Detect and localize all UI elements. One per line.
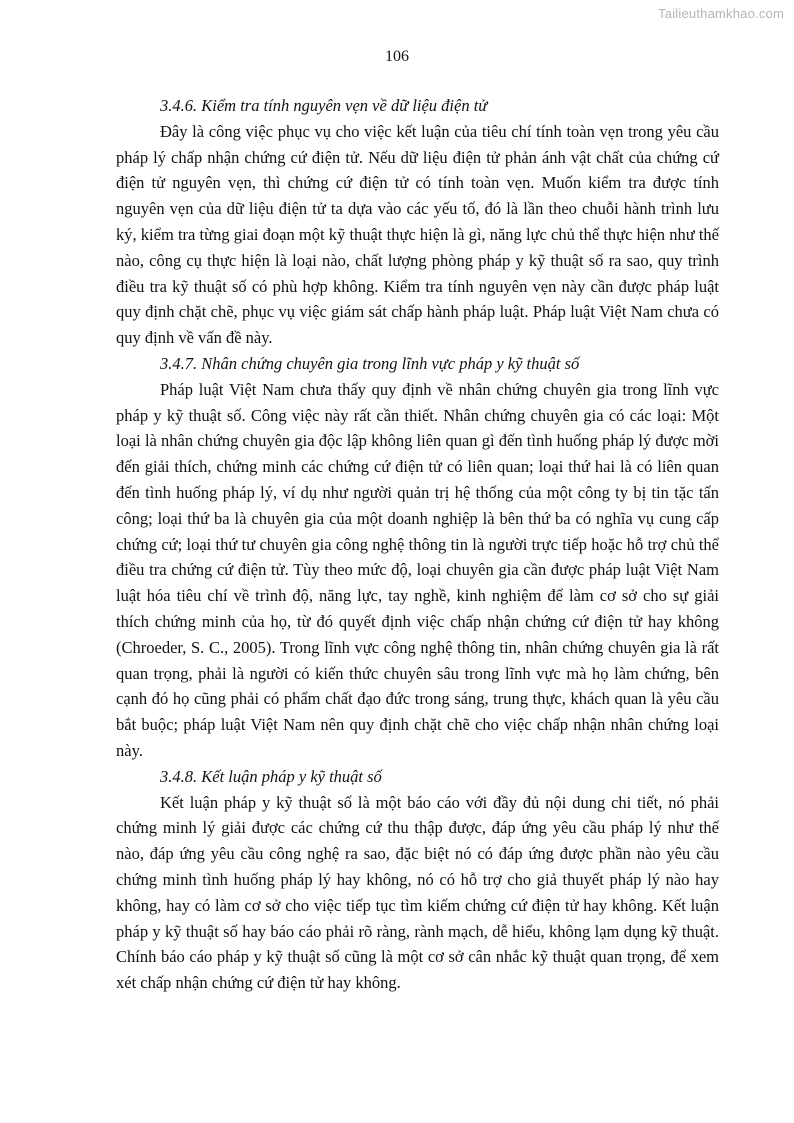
section-paragraph-3-4-8: Kết luận pháp y kỹ thuật số là một báo cáo với đầy đủ nội dung chi tiết, nó phải chứng minh lý giải được các chứng cứ thu thập được, đáp ứng yêu cầu pháp lý như thế nào, đáp ứng yêu cầu công nghệ ra sao, đặc biệt nó có đáp ứng được phần nào yêu cầu chứng minh tình huống pháp lý hay không, nó có hỗ trợ cho giả thuyết pháp lý nào hay không, hay có làm cơ sở cho việc tiếp tục tìm kiếm chứng cứ điện tử hay không. Kết luận pháp y kỹ thuật số hay báo cáo phải rõ ràng, rành mạch, dễ hiểu, không lạm dụng kỹ thuật. Chính báo cáo pháp y kỹ thuật số cũng là một cơ sở cân nhắc kỹ thuật quan trọng, để xem xét chấp nhận chứng cứ điện tử hay không. bbox=[116, 792, 719, 993]
page-number: 106 bbox=[385, 48, 409, 65]
watermark: Tailieuthamkhao.com bbox=[658, 6, 784, 21]
section-paragraph-3-4-6: Đây là công việc phục vụ cho việc kết luận của tiêu chí tính toàn vẹn trong yêu cầu pháp lý chấp nhận chứng cứ điện tử. Nếu dữ liệu điện tử phản ánh vật chất của chứng cứ điện tử nguyên vẹn, thì chứng cứ điện tử có tính toàn vẹn. Muốn kiểm tra được tính nguyên vẹn của dữ liệu điện tử ta dựa vào các yếu tố, đó là lần theo chuỗi hành trình lưu ký, kiểm tra từng giai đoạn một kỹ thuật thực hiện là gì, năng lực chủ thể thực hiện như thế nào, công cụ thực hiện là loại nào, chất lượng phòng pháp y kỹ thuật số ra sao, quy trình điều tra kỹ thuật số có phù hợp không. Kiểm tra tính nguyên vẹn này cần được pháp luật quy định chặt chẽ, phục vụ việc giám sát chấp hành pháp luật. Pháp luật Việt Nam chưa có quy định về vấn đề này. bbox=[116, 121, 719, 348]
section-heading-3-4-8: 3.4.8. Kết luận pháp y kỹ thuật số bbox=[160, 766, 382, 786]
document-body bbox=[116, 93, 719, 996]
section-heading-3-4-6: 3.4.6. Kiểm tra tính nguyên vẹn về dữ liệu điện tử bbox=[160, 96, 488, 115]
section-heading-3-4-7: 3.4.7. Nhân chứng chuyên gia trong lĩnh vực pháp y kỹ thuật số bbox=[160, 353, 580, 373]
section-paragraph-3-4-7: Pháp luật Việt Nam chưa thấy quy định về nhân chứng chuyên gia trong lĩnh vực pháp y kỹ thuật số. Công việc này rất cần thiết. Nhân chứng chuyên gia có các loại: Một loại là nhân chứng chuyên gia độc lập không liên quan gì đến tình huống pháp lý được mời đến giải thích, chứng minh các chứng cứ điện tử có liên quan; loại thứ hai là có liên quan đến tình huống pháp lý, ví dụ như người quản trị hệ thống của một công ty bị tin tặc tấn công; loại thứ ba là chuyên gia của một doanh nghiệp là bên thứ ba có nghĩa vụ cung cấp chứng cứ; loại thứ tư chuyên gia công nghệ thông tin là người trực tiếp hoặc hỗ trợ chủ thể điều tra chứng cứ điện tử. Tùy theo mức độ, loại chuyên gia cần được pháp luật Việt Nam luật hóa tiêu chí về trình độ, năng lực, tay nghề, kinh nghiệm để làm cơ sở cho sự giải thích chứng minh của họ, từ đó quyết định việc chấp nhận chứng cứ điện tử hay không (Chroeder, S. C., 2005). Trong lĩnh vực công nghệ thông tin, nhân chứng chuyên gia là rất quan trọng, phải là người có kiến thức chuyên sâu trong lĩnh vực mà họ làm chứng, bên cạnh đó họ cũng phải có phẩm chất đạo đức trong sáng, trung thực, khách quan là yêu cầu bắt buộc; pháp luật Việt Nam nên quy định chặt chẽ cho việc chấp nhận nhân chứng loại này. bbox=[116, 379, 719, 760]
